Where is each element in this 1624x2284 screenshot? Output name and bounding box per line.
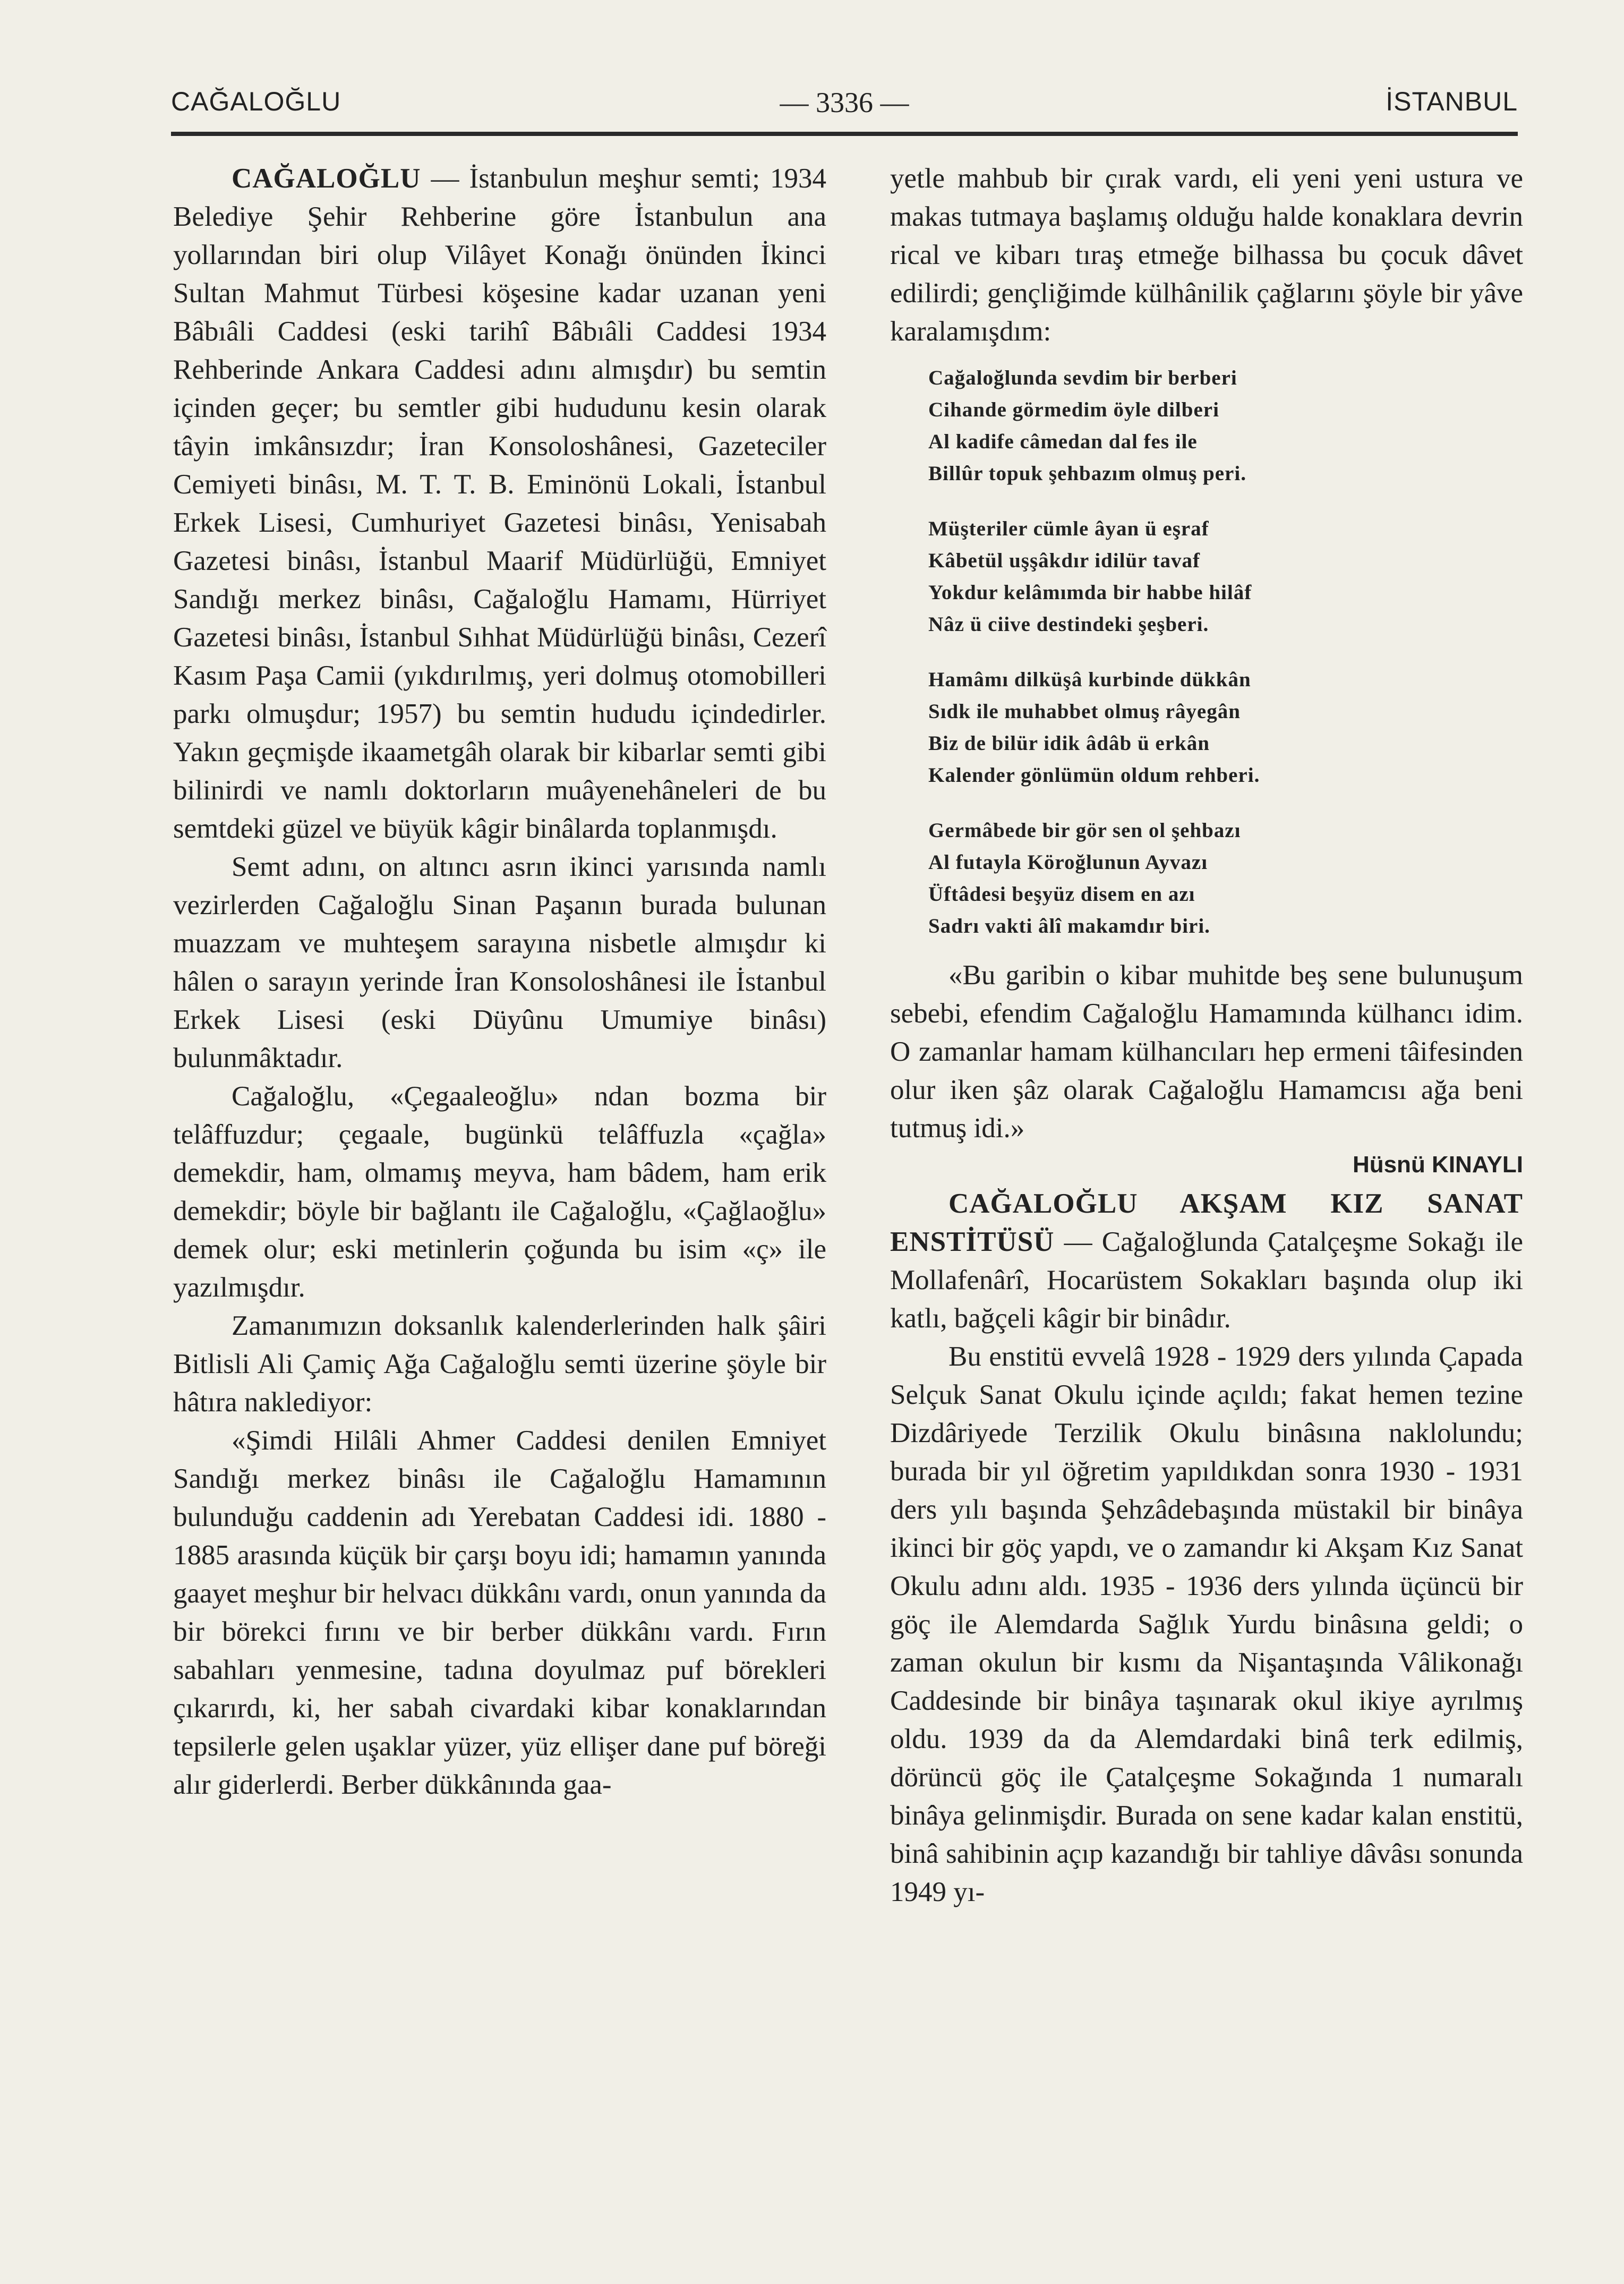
- poem-stanza: [928, 513, 1523, 641]
- poem-stanza: [928, 815, 1523, 942]
- poem: [928, 362, 1523, 942]
- poem-stanza: [928, 362, 1523, 490]
- paragraph: Zamanımızın doksanlık kalenderlerinden halk şâiri Bitlisli Ali Çamiç Ağa Cağaloğlu semti üzerine şöyle bir hâtıra naklediyor:: [173, 1310, 826, 1418]
- header-rule: [171, 132, 1518, 136]
- page-header: [171, 80, 1518, 133]
- entry-heading: CAĞALOĞLU: [232, 163, 421, 194]
- paragraph: Semt adını, on altıncı asrın ikinci yarısında namlı vezirlerden Cağaloğlu Sinan Paşanın burada bulunan muazzam ve muhteşem sarayına nisbetle almışdır ki hâlen o sarayın yerinde İran Konsoloshânesi ile İstanbul Erkek Lisesi (eski Düyûnu Umumiye binâsı) bulunmâktadır.: [173, 851, 826, 1073]
- poem-verse: Kâbetül uşşâkdır idilür tavaf: [928, 549, 1200, 572]
- poem-verse: Cihande görmedim öyle dilberi: [928, 398, 1219, 421]
- poem-verse: Kalender gönlümün oldum rehberi.: [928, 764, 1260, 787]
- entry-aksam-kiz-sanat-enstitusu: [890, 1184, 1523, 1337]
- paragraph: Bu enstitü evvelâ 1928 - 1929 ders yılında Çapada Selçuk Sanat Okulu içinde açıldı; fakat hemen tezine Dizdâriyede Terzilik Okulu binâsına naklolundu; burada bir yıl öğretim yapıldıkdan sonra 1930 - 1931 ders yılı başında Şehzâdebaşında müstakil bir binâya ikinci bir göç yapdı, ve o zamandır ki Akşam Kız Sanat Okulu adını aldı. 1935 - 1936 ders yılında üçüncü bir göç ile Alemdarda Sağlık Yurdu binâsına geldi; o zaman okulun bir kısmı da Nişantaşında Vâlikonağı Caddesinde bir binâya taşınarak okul ikiye ayrılmış oldu. 1939 da da Alemdardaki binâ terk edilmiş, dörüncü göç ile Çatalçeşme Sokağında 1 numaralı binâya gelinmişdir. Burada on sene kadar kalan enstitü, binâ sahibinin açıp kazandığı bir tahliye dâvâsı sonunda 1949 yı-: [890, 1341, 1523, 1907]
- running-head-right: İSTANBUL: [1386, 87, 1518, 116]
- entry-body: — İstanbulun meşhur semti; 1934 Belediye Şehir Rehberine göre İstanbulun ana yollarından biri olup Vilâyet Konağı önünden İkinci Sultan Mahmut Türbesi köşesine kadar uzanan yeni Bâbıâli Caddesi (eski tarihî Bâbıâli Caddesi 1934 Rehberinde Ankara Caddesi adını almışdır) bu semtin içinden geçer; bu semtler gibi hududunu kesin olarak tâyin imkânsızdır; İran Konsoloshânesi, Gazeteciler Cemiyeti binâsı, M. T. T. B. Eminönü Lokali, İstanbul Erkek Lisesi, Cumhuriyet Gazetesi binâsı, Yenisabah Gazetesi binâsı, İstanbul Maarif Müdürlüğü, Emniyet Sandığı merkez binâsı, Cağaloğlu Hamamı, Hürriyet Gazetesi binâsı, İstanbul Sıhhat Müdürlüğü binâsı, Cezerî Kasım Paşa Camii (yıkdırılmış, yeri dolmuş otomobilleri parkı olmuşdur; 1957) bu semtin hududu içindedirler. Yakın geçmişde ikaametgâh olarak bir kibarlar semti gibi bilinirdi ve namlı doktorların muâyenehâneleri de bu semtdeki güzel ve büyük kâgir binâlarda toplanmışdı.: [173, 163, 826, 844]
- author-signature: Hüsnü KINAYLI: [1352, 1152, 1523, 1178]
- poem-verse: Yokdur kelâmımda bir habbe hilâf: [928, 581, 1252, 604]
- paragraph: «Bu garibin o kibar muhitde beş sene bulunuşum sebebi, efendim Cağaloğlu Hamamında külhancı idim. O zamanlar hamam külhancıları hep ermeni tâifesinden olur iken şâz olarak Cağaloğlu Hamamcısı ağa beni tutmuş idi.»: [890, 960, 1523, 1144]
- paragraph: Cağaloğlu, «Çegaaleoğlu» ndan bozma bir telâffuzdur; çegaale, bugünkü telâffuzla «çağla» demekdir, ham, olmamış meyva, ham bâdem, ham erik demekdir; böyle bir bağlantı ile Cağaloğlu, «Çağlaoğlu» demek olur; eski metinlerin çoğunda bu isim «ç» ile yazılmışdır.: [173, 1081, 826, 1303]
- poem-verse: Germâbede bir gör sen ol şehbazı: [928, 819, 1241, 842]
- poem-verse: Müşteriler cümle âyan ü eşraf: [928, 517, 1209, 540]
- poem-verse: Al futayla Köroğlunun Ayvazı: [928, 851, 1208, 874]
- poem-verse: Hamâmı dilküşâ kurbinde dükkân: [928, 668, 1251, 691]
- right-column: [890, 159, 1523, 1911]
- poem-verse: Sıdk ile muhabbet olmuş râyegân: [928, 700, 1241, 723]
- page-number: — 3336 —: [780, 87, 909, 118]
- poem-verse: Cağaloğlunda sevdim bir berberi: [928, 367, 1237, 389]
- entry-cagaloglu: [173, 159, 826, 848]
- entry-body: — Cağaloğlunda Çatalçeşme Sokağı ile Mollafenârî, Hocarüstem Sokakları başında olup iki katlı, bağçeli kâgir bir binâdır.: [890, 1226, 1523, 1334]
- paragraph: yetle mahbub bir çırak vardı, eli yeni yeni ustura ve makas tutmaya başlamış olduğu halde konaklara devrin rical ve kibarı tıraş etmeğe bilhassa bu çocuk dâvet edilirdi; gençliğimde külhânilik çağlarını şöyle bir yâve karalamışdım:: [890, 163, 1523, 347]
- poem-verse: Üftâdesi beşyüz disem en azı: [928, 883, 1195, 906]
- poem-verse: Sadrı vakti âlî makamdır biri.: [928, 915, 1210, 938]
- poem-verse: Al kadife câmedan dal fes ile: [928, 430, 1198, 453]
- left-column: [173, 159, 826, 1804]
- paragraph: «Şimdi Hilâli Ahmer Caddesi denilen Emniyet Sandığı merkez binâsı ile Cağaloğlu Hamamının bulunduğu caddenin adı Yerebatan Caddesi idi. 1880 - 1885 arasında küçük bir çarşı boyu idi; hamamın yanında gaayet meşhur bir helvacı dükkânı vardı, onun yanında da bir börekci fırını ve bir berber dükkânı vardı. Fırın sabahları yenmesine, tadına doyulmaz puf börekleri çıkarırdı, ki, her sabah civardaki kibar konaklarından tepsilerle gelen uşaklar yüzer, yüz ellişer dane puf böreği alır giderlerdi. Berber dükkânında gaa-: [173, 1425, 826, 1800]
- entry-heading: CAĞALOĞLU AKŞAM KIZ SANAT ENSTİTÜSÜ: [890, 1188, 1523, 1257]
- poem-verse: Biz de bilür idik âdâb ü erkân: [928, 732, 1210, 755]
- poem-stanza: [928, 664, 1523, 791]
- poem-verse: Nâz ü ciive destindeki şeşberi.: [928, 613, 1209, 636]
- poem-verse: Billûr topuk şehbazım olmuş peri.: [928, 462, 1246, 485]
- running-head-left: CAĞALOĞLU: [171, 87, 341, 116]
